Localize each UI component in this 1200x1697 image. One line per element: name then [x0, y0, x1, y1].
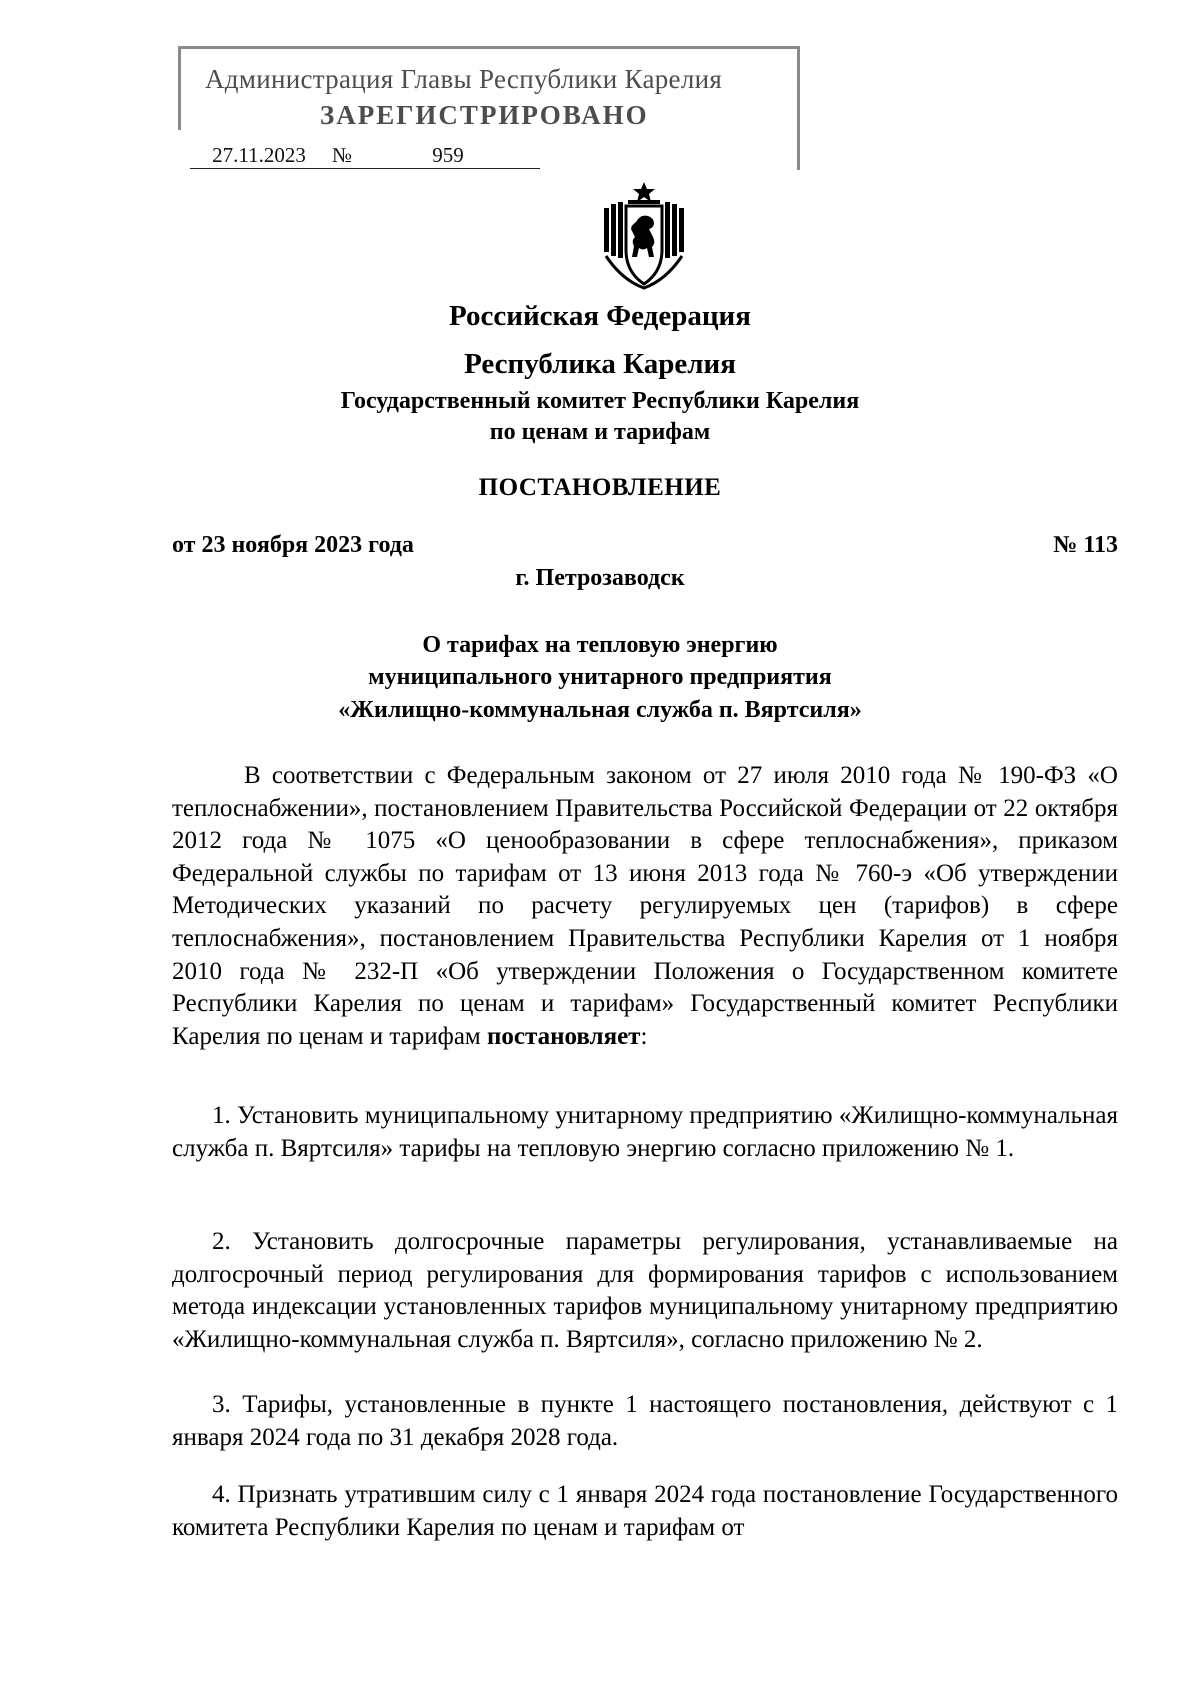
item-2: 2. Установить долгосрочные параметры регулирования, устанавливаемые на долгосрочный период регулирования для формирования тарифов с использованием метода индексации установленных тарифов муниципальному унитарному предприятию «Жилищно-коммунальная служба п. Вяртсиля», согласно приложению № 2. — [172, 1228, 1118, 1353]
document-type: ПОСТАНОВЛЕНИЕ — [478, 474, 722, 501]
document-date: от 23 ноября 2023 года — [172, 532, 414, 558]
preamble-resolves: постановляет — [487, 1022, 641, 1050]
item-4: 4. Признать утратившим силу с 1 января 2024 года постановление Государственного комитета Республики Карелия по ценам и тарифам от — [172, 1481, 1118, 1541]
subject-line1: О тарифах на тепловую энергию — [422, 632, 778, 658]
stamp-registered: ЗАРЕГИСТРИРОВАНО — [320, 100, 649, 130]
stamp-number: 959 — [356, 143, 540, 169]
preamble-colon: : — [640, 1022, 648, 1050]
coat-of-arms-icon — [600, 180, 688, 290]
preamble-paragraph — [172, 760, 1118, 1053]
document-city: г. Петрозаводск — [515, 565, 685, 591]
committee-title-line2: по ценам и тарифам — [489, 419, 711, 445]
federation-title: Российская Федерация — [449, 300, 751, 332]
document-number: № 113 — [1053, 532, 1118, 558]
item-1: 1. Установить муниципальному унитарному предприятию «Жилищно-коммунальная служба п. Вяртсиля» тарифы на тепловую энергию согласно приложению № 1. — [172, 1102, 1118, 1162]
item-3: 3. Тарифы, установленные в пункте 1 настоящего постановления, действуют с 1 января 2024 года по 31 декабря 2028 года. — [172, 1391, 1118, 1451]
preamble-text: В соответствии с Федеральным законом от 27 июля 2010 года № 190-ФЗ «О теплоснабжении», постановлением Правительства Российской Федерации от 22 октября 2012 года № 1075 «О ценообразовании в сфере теплоснабжения», приказом Федеральной службы по тарифам от 13 июня 2013 года № 760-э «Об утверждении Методических указаний по расчету регулируемых цен (тарифов) в сфере теплоснабжения», постановлением Правительства Республики Карелия от 1 ноября 2010 года № 232-П «Об утверждении Положения о Государственном комитете Республики Карелия по ценам и тарифам» Государственный комитет Республики Карелия по ценам и тарифам — [172, 762, 1118, 1050]
stamp-date: 27.11.2023 — [190, 143, 328, 169]
registration-stamp-edge — [178, 46, 181, 130]
subject-line3: «Жилищно-коммунальная служба п. Вяртсиля» — [338, 697, 862, 723]
stamp-authority: Администрация Главы Республики Карелия — [205, 64, 723, 94]
subject-line2: муниципального унитарного предприятия — [368, 664, 832, 690]
committee-title-line1: Государственный комитет Республики Карелия — [340, 388, 860, 414]
republic-title: Республика Карелия — [464, 348, 736, 380]
stamp-number-sign: № — [328, 143, 356, 169]
stamp-registration-line — [190, 143, 540, 169]
